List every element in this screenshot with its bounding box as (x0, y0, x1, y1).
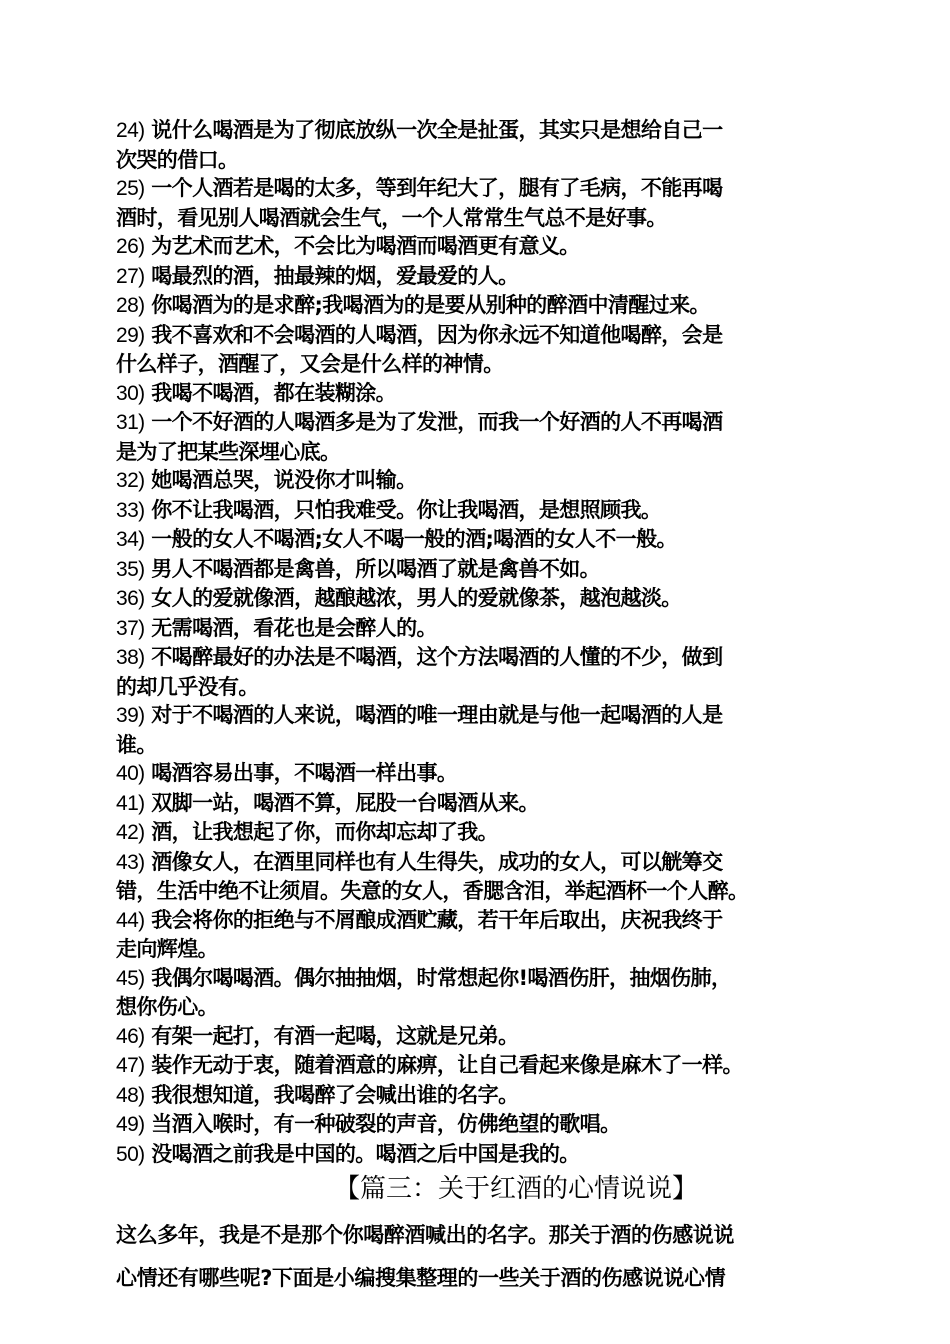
quote-text: 男人不喝酒都是禽兽，所以喝酒了就是禽兽不如。 (151, 556, 601, 581)
quote-line (116, 614, 856, 644)
quote-text: 对于不喝酒的人来说，喝酒的唯一理由就是与他一起喝酒的人是 (151, 703, 723, 727)
quote-line (116, 321, 856, 351)
quote-line (116, 673, 856, 702)
quote-line (116, 555, 856, 585)
quote-line (116, 964, 856, 994)
quote-line (116, 1051, 856, 1081)
quote-text: 我不喜欢和不会喝酒的人喝酒，因为你永远不知道他喝醉，会是 (151, 322, 723, 347)
quote-number: 30) (116, 381, 145, 405)
section-title: 【篇三：关于红酒的心情说说】 (333, 1174, 698, 1204)
quote-line (116, 789, 856, 819)
quote-text: 一般的女人不喝酒;女人不喝一般的酒;喝酒的女人不一般。 (151, 527, 677, 551)
quote-line (116, 1140, 856, 1170)
quote-number: 36) (116, 587, 145, 610)
quote-text: 次哭的借口。 (116, 147, 239, 172)
quote-number: 27) (116, 264, 145, 288)
quote-text: 你不让我喝酒，只怕我难受。你让我喝酒，是想照顾我。 (151, 497, 662, 522)
quote-line (116, 818, 856, 848)
quote-number: 28) (116, 294, 145, 317)
quote-line (116, 174, 856, 204)
quote-number: 47) (116, 1054, 145, 1077)
quote-number: 35) (116, 557, 145, 581)
quote-text: 我偶尔喝喝酒。偶尔抽抽烟，时常想起你!喝酒伤肝，抽烟伤肺， (151, 965, 732, 990)
quote-number: 46) (116, 1024, 145, 1048)
quote-number: 37) (116, 616, 145, 640)
quote-line (116, 584, 856, 614)
quote-text: 一个不好酒的人喝酒多是为了发泄，而我一个好酒的人不再喝酒 (151, 410, 723, 434)
quote-line (116, 643, 856, 673)
quote-line (116, 935, 856, 964)
quote-text: 有架一起打，有酒一起喝，这就是兄弟。 (151, 1023, 519, 1048)
quote-text: 说什么喝酒是为了彻底放纵一次全是扯蛋，其实只是想给自己一 (151, 118, 723, 142)
quote-number: 38) (116, 646, 145, 669)
quote-text: 酒像女人，在酒里同样也有人生得失，成功的女人，可以觥筹交 (151, 849, 723, 874)
quote-line (116, 877, 856, 906)
quote-text: 是为了把某些深埋心底。 (116, 439, 341, 464)
quote-number: 25) (116, 177, 145, 200)
quote-number: 26) (116, 235, 145, 258)
quote-line (116, 262, 856, 292)
intro-line: 这么多年，我是不是那个你喝醉酒喊出的名字。那关于酒的伤感说说 (116, 1223, 734, 1247)
quote-text: 什么样子，酒醒了，又会是什么样的神情。 (116, 352, 504, 376)
intro-line: 心情还有哪些呢?下面是小编搜集整理的一些关于酒的伤感说说心情 (116, 1265, 726, 1290)
quote-number: 43) (116, 850, 145, 874)
quote-text: 没喝酒之前我是中国的。喝酒之后中国是我的。 (151, 1141, 580, 1166)
quote-number: 42) (116, 821, 145, 844)
quote-text: 喝酒容易出事，不喝酒一样出事。 (151, 761, 458, 785)
quote-number: 45) (116, 966, 145, 990)
quote-line (116, 116, 856, 146)
quote-line (116, 731, 856, 760)
quote-line (116, 1110, 856, 1140)
intro-paragraph (116, 1221, 856, 1292)
quote-text: 想你伤心。 (116, 995, 218, 1019)
quote-text: 当酒入喉时，有一种破裂的声音，仿佛绝望的歌唱。 (151, 1112, 621, 1136)
quote-line (116, 350, 856, 379)
quote-line (116, 408, 856, 438)
document-page (116, 116, 856, 1292)
quote-number: 49) (116, 1113, 145, 1136)
quote-number: 39) (116, 704, 145, 727)
quote-number: 24) (116, 119, 145, 142)
quote-line (116, 848, 856, 878)
quote-list (116, 116, 856, 1169)
quote-line (116, 204, 856, 233)
quote-text: 走向辉煌。 (116, 937, 218, 961)
quote-number: 50) (116, 1142, 145, 1166)
quote-text: 的却几乎没有。 (116, 674, 259, 699)
quote-text: 无需喝酒，看花也是会醉人的。 (151, 615, 437, 640)
quote-line (116, 1022, 856, 1052)
quote-number: 33) (116, 498, 145, 522)
quote-line (116, 496, 856, 526)
quote-line (116, 701, 856, 731)
quote-number: 31) (116, 411, 145, 434)
quote-number: 34) (116, 528, 145, 551)
quote-line (116, 993, 856, 1022)
quote-line (116, 466, 856, 496)
quote-line (116, 906, 856, 936)
quote-text: 她喝酒总哭，说没你才叫输。 (151, 468, 417, 492)
quote-text: 我喝不喝酒，都在装糊涂。 (151, 380, 397, 405)
quote-line (116, 438, 856, 467)
quote-text: 喝最烈的酒，抽最辣的烟，爱最爱的人。 (151, 263, 519, 288)
quote-text: 错，生活中绝不让须眉。失意的女人，香腮含泪，举起酒杯一个人醉。 (116, 879, 749, 903)
quote-number: 48) (116, 1083, 145, 1107)
quote-number: 44) (116, 908, 145, 932)
quote-number: 32) (116, 469, 145, 492)
quote-text: 谁。 (116, 732, 157, 757)
quote-text: 你喝酒为的是求醉;我喝酒为的是要从别种的醉酒中清醒过来。 (151, 293, 710, 317)
quote-number: 40) (116, 762, 145, 785)
quote-text: 一个人酒若是喝的太多，等到年纪大了，腿有了毛病，不能再喝 (151, 176, 723, 200)
quote-text: 装作无动于衷，随着酒意的麻痹，让自己看起来像是麻木了一样。 (151, 1053, 743, 1077)
quote-line (116, 1081, 856, 1111)
quote-text: 我很想知道，我喝醉了会喊出谁的名字。 (151, 1082, 519, 1107)
quote-line (116, 291, 856, 321)
quote-line (116, 525, 856, 555)
quote-line (116, 379, 856, 409)
quote-text: 我会将你的拒绝与不屑酿成酒贮藏，若干年后取出，庆祝我终于 (151, 907, 723, 932)
quote-line (116, 759, 856, 789)
quote-text: 酒，让我想起了你，而你却忘却了我。 (151, 820, 499, 844)
quote-text: 女人的爱就像酒，越酿越浓，男人的爱就像茶，越泡越淡。 (151, 586, 682, 610)
quote-line (116, 232, 856, 262)
quote-number: 29) (116, 323, 145, 347)
quote-text: 酒时，看见别人喝酒就会生气，一个人常常生气总不是好事。 (116, 205, 667, 230)
quote-text: 双脚一站，喝酒不算，屁股一台喝酒从来。 (151, 790, 539, 815)
quote-text: 不喝醉最好的办法是不喝酒，这个方法喝酒的人懂的不少，做到 (151, 645, 723, 669)
quote-line (116, 146, 856, 175)
quote-text: 为艺术而艺术，不会比为喝酒而喝酒更有意义。 (151, 234, 580, 258)
quote-number: 41) (116, 791, 145, 815)
